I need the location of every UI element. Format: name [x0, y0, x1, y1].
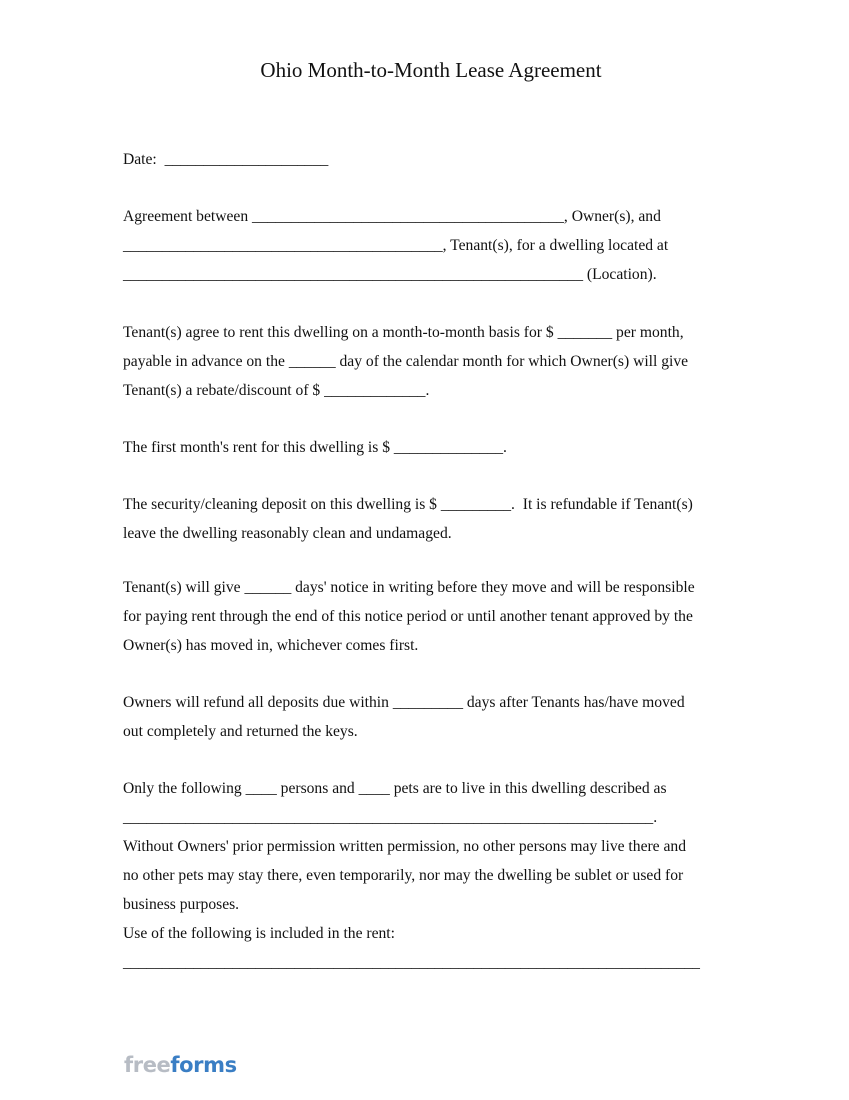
permission-line-2: no other pets may stay there, even temporarily, nor may the dwelling be sublet or used for — [123, 867, 684, 884]
agreement-line-2: _________________________________________, Tenant(s), for a dwelling located at — [123, 237, 669, 254]
occupants-line-2: ____________________________________________________________________. — [123, 809, 658, 826]
logo-forms-text: forms — [170, 1053, 237, 1077]
notice-line-1: Tenant(s) will give ______ days' notice in writing before they move and will be responsible — [123, 579, 695, 596]
agreement-line-1: Agreement between ________________________________________, Owner(s), and — [123, 208, 661, 225]
refund-line-1: Owners will refund all deposits due within _________ days after Tenants has/have moved — [123, 694, 685, 711]
deposit-line-2: leave the dwelling reasonably clean and undamaged. — [123, 525, 452, 542]
agreement-line-3: ___________________________________________________________ (Location). — [123, 266, 657, 283]
notice-line-2: for paying rent through the end of this notice period or until another tenant approved by the — [123, 608, 693, 625]
logo-free-text: free — [124, 1053, 171, 1077]
rent-terms-line-1: Tenant(s) agree to rent this dwelling on a month-to-month basis for $ _______ per month, — [123, 324, 684, 341]
included-in-rent-line: Use of the following is included in the rent: — [123, 925, 395, 942]
document-title: Ohio Month-to-Month Lease Agreement — [260, 58, 602, 82]
occupants-line-1: Only the following ____ persons and ____ pets are to live in this dwelling described as — [123, 780, 667, 797]
included-in-rent-blank: __________________________________________________________________________ — [123, 954, 700, 971]
first-month-rent-line: The first month's rent for this dwelling is $ ______________. — [123, 439, 507, 456]
freeforms-logo — [124, 1052, 237, 1078]
deposit-line-1: The security/cleaning deposit on this dwelling is $ _________. It is refundable if Tenant(s) — [123, 496, 693, 513]
date-line: Date: _____________________ — [123, 151, 329, 168]
rent-terms-line-3: Tenant(s) a rebate/discount of $ _____________. — [123, 382, 430, 399]
permission-line-3: business purposes. — [123, 896, 240, 913]
refund-line-2: out completely and returned the keys. — [123, 723, 358, 740]
permission-line-1: Without Owners' prior permission written permission, no other persons may live there and — [123, 838, 687, 855]
notice-line-3: Owner(s) has moved in, whichever comes first. — [123, 637, 419, 654]
rent-terms-line-2: payable in advance on the ______ day of the calendar month for which Owner(s) will give — [123, 353, 689, 370]
